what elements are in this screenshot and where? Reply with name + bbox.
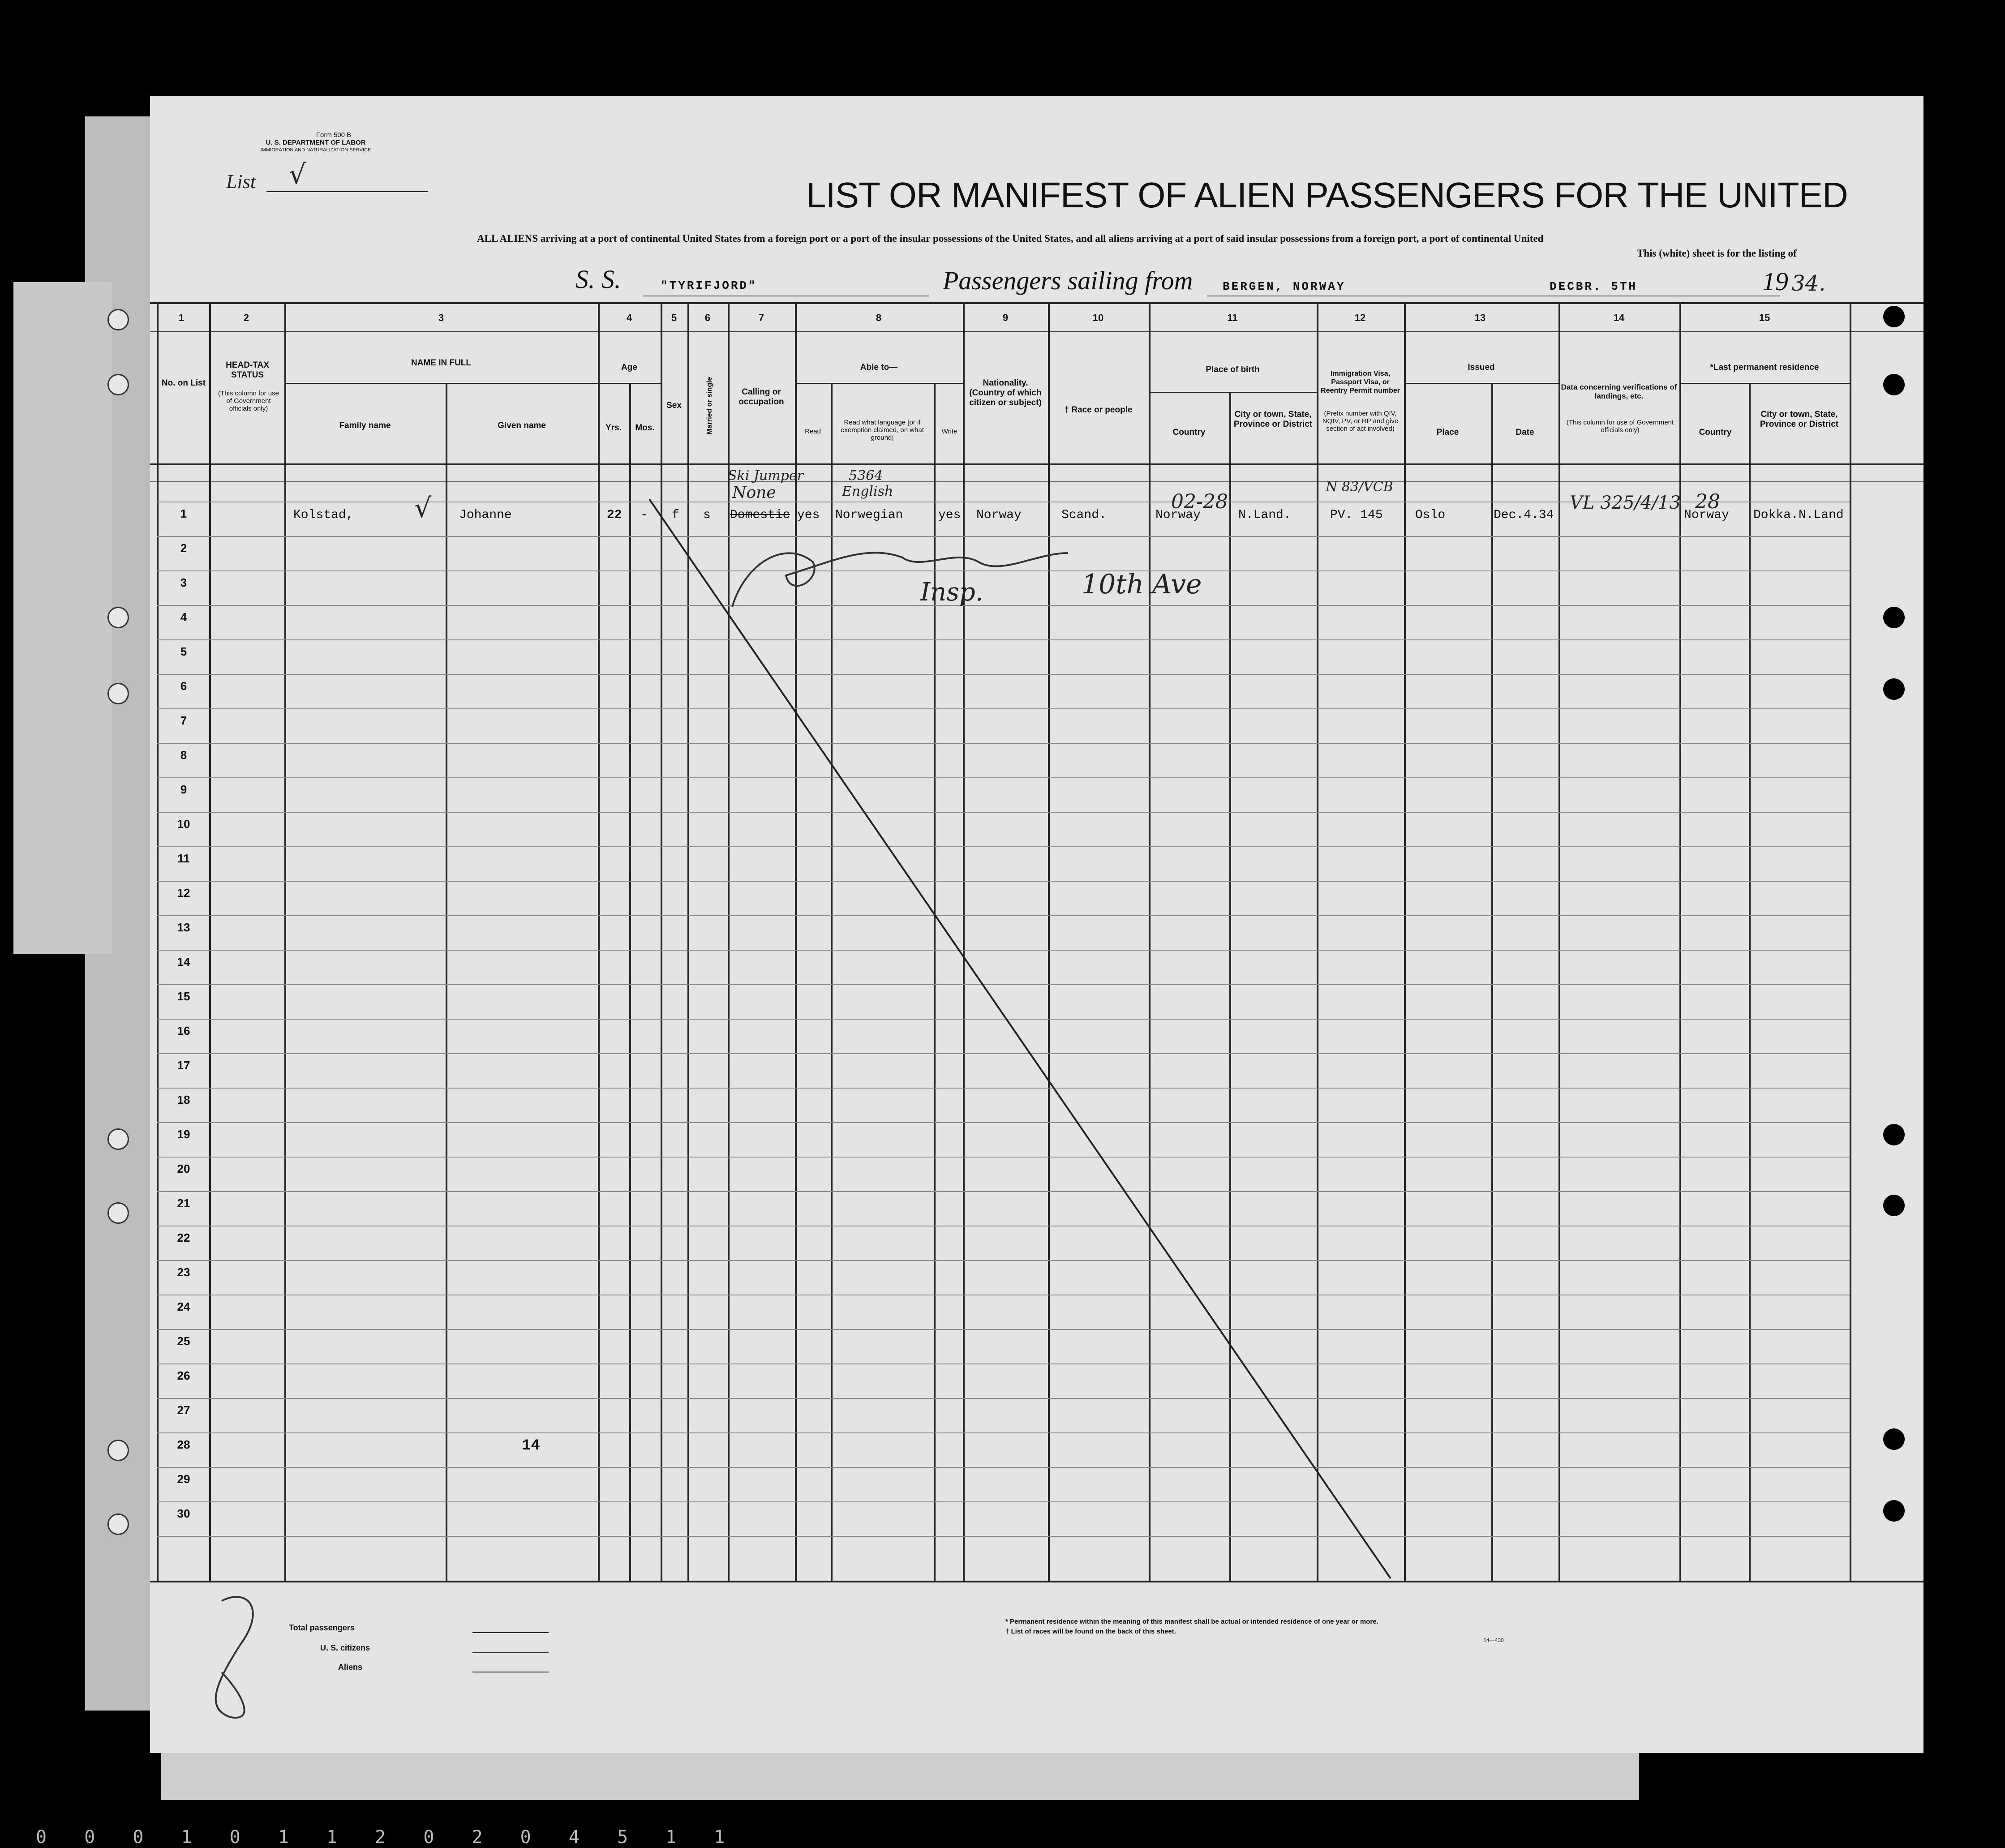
ship-name: "TYRIFJORD" [661, 279, 757, 292]
birth-city: N.Land. [1238, 508, 1291, 522]
row-number: 6 [180, 679, 187, 693]
colnum: 12 [1354, 312, 1366, 323]
hdr-family-name: Family name [339, 421, 391, 430]
hdr-verification-note: (This column for use of Government officials only) [1566, 419, 1674, 434]
row-number: 19 [177, 1128, 190, 1141]
punch-hole [1883, 306, 1905, 327]
punch-hole [107, 309, 129, 330]
total-passengers-label: Total passengers [289, 1623, 355, 1632]
punch-hole [1883, 1195, 1905, 1216]
year-suffix: 34. [1791, 271, 1826, 296]
occupation: Domestic [730, 508, 790, 522]
row-number: 20 [177, 1162, 190, 1175]
hw-check: √ [414, 493, 432, 524]
colnum: 2 [243, 312, 249, 323]
birth-country: Norway [1155, 508, 1201, 522]
row-number: 22 [177, 1231, 190, 1244]
row-number: 29 [177, 1472, 190, 1486]
manifest-title: LIST OR MANIFEST OF ALIEN PASSENGERS FOR THE UNITED [806, 175, 1848, 215]
punch-hole [107, 374, 129, 395]
issue-date: Dec.4.34 [1494, 508, 1554, 522]
year-prefix: 19 [1762, 267, 1788, 296]
signature-scrawl [732, 553, 1068, 607]
row-number: 1 [180, 507, 187, 520]
hw-occupation-none: None [732, 484, 776, 502]
hw-visa-note: N 83/VCB [1326, 479, 1393, 495]
residence-country: Norway [1684, 508, 1729, 522]
can-read: yes [797, 508, 820, 522]
punch-hole [1883, 607, 1905, 628]
hw-res-code: 28 [1695, 490, 1720, 513]
hdr-no-on-list: No. on List [161, 378, 206, 388]
hdr-issue-place: Place [1436, 428, 1459, 437]
port: BERGEN, NORWAY [1223, 280, 1346, 293]
hdr-birth-country: Country [1172, 428, 1206, 437]
age-mos: - [640, 508, 648, 522]
hdr-race: † Race or people [1064, 405, 1133, 415]
hdr-nationality: Nationality. (Country of which citizen or subject) [969, 378, 1042, 407]
form-number: Form 500 B [316, 131, 352, 139]
hdr-write: Write [941, 428, 957, 435]
hw-birth-code: 02-28 [1171, 490, 1228, 513]
hdr-visa: Immigration Visa, Passport Visa, or Reentry Permit number [1321, 370, 1400, 394]
row-number: 5 [180, 645, 187, 658]
row-number: 18 [177, 1093, 190, 1106]
row-number: 3 [180, 576, 187, 589]
issue-place: Oslo [1415, 508, 1446, 522]
colnum: 11 [1227, 312, 1238, 323]
hdr-place-of-birth: Place of birth [1206, 365, 1260, 374]
hdr-issue-date: Date [1516, 428, 1534, 437]
hdr-read: Read [805, 428, 821, 435]
row-number: 12 [177, 886, 190, 900]
colnum: 8 [876, 312, 882, 323]
hw-verification: VL 325/4/13 [1570, 493, 1681, 513]
hdr-issued: Issued [1468, 363, 1495, 372]
hdr-res-city: City or town, State, Province or District [1760, 410, 1839, 429]
hdr-res-country: Country [1699, 428, 1732, 437]
hdr-yrs: Yrs. [605, 423, 622, 433]
row-number: 25 [177, 1334, 190, 1348]
colnum: 7 [758, 312, 764, 323]
race: Scand. [1061, 508, 1107, 522]
row-number: 16 [177, 1024, 190, 1038]
punch-hole [107, 1440, 129, 1461]
punch-hole [1883, 1124, 1905, 1145]
aliens-label: Aliens [338, 1663, 363, 1672]
subtitle-1: ALL ALIENS arriving at a port of continental United States from a foreign port or a port of the insular possessions of the United States, and all aliens arriving at a port of said insular possessions from a foreign port, a port of continental United [477, 233, 1544, 244]
hdr-birth-city: City or town, State, Province or District [1233, 410, 1313, 429]
footnote-2: † List of races will be found on the back of this sheet. [1005, 1628, 1176, 1635]
punch-hole [1883, 374, 1905, 395]
row-number: 26 [177, 1369, 190, 1382]
given-name: Johanne [459, 508, 512, 522]
colnum: 9 [1002, 312, 1009, 323]
sailing-label: Passengers sailing from [943, 266, 1193, 295]
hdr-calling: Calling or occupation [738, 387, 784, 407]
row-number: 2 [180, 541, 187, 555]
cancel-line [649, 499, 1391, 1578]
manifest-sheet [150, 96, 1923, 1753]
hdr-married: Married or single [706, 377, 713, 435]
row-number: 30 [177, 1507, 190, 1520]
hdr-given-name: Given name [498, 421, 546, 430]
hw-inspector: Insp. [920, 578, 983, 607]
row-number: 11 [177, 852, 190, 865]
department: U. S. DEPARTMENT OF LABOR [266, 139, 366, 146]
hdr-mos: Mos. [635, 423, 655, 433]
colnum: 4 [626, 312, 632, 323]
residence-city: Dokka.N.Land [1753, 508, 1844, 522]
list-label: List [226, 171, 256, 193]
row-number: 17 [177, 1059, 190, 1072]
hw-occupation-above: Ski Jumper [728, 468, 803, 484]
punch-hole [1883, 1500, 1905, 1522]
hdr-visa-note: (Prefix number with QIV, NQIV, PV, or RP and give section of act involved) [1322, 410, 1399, 433]
list-value: √ [289, 159, 306, 190]
hdr-age: Age [621, 363, 637, 372]
colnum: 1 [178, 312, 185, 323]
form-code: 14—430 [1483, 1637, 1504, 1643]
hw-signature-note: 10th Ave [1082, 569, 1202, 600]
visa-number: PV. 145 [1330, 508, 1383, 522]
footnote-1: * Permanent residence within the meaning of this manifest shall be actual or intended residence of one year or more. [1005, 1618, 1378, 1625]
us-citizens-label: U. S. citizens [320, 1643, 370, 1652]
can-write: yes [938, 508, 961, 522]
punch-hole [107, 1514, 129, 1535]
row-number: 4 [180, 610, 187, 624]
colnum: 3 [438, 312, 444, 323]
hdr-read-lang: Read what language [or if exemption claimed, on what ground] [841, 419, 924, 442]
read-language: Norwegian [835, 508, 903, 522]
family-name: Kolstad, [293, 508, 354, 522]
hdr-last-residence: *Last permanent residence [1710, 363, 1819, 372]
hdr-verification: Data concerning verifications of landings, etc. [1561, 383, 1677, 400]
film-strip-code: 0 0 0 1 0 1 1 2 0 2 0 4 5 1 1 [36, 1827, 738, 1848]
subtitle-2: This (white) sheet is for the listing of [1637, 248, 1797, 259]
age-yrs: 22 [607, 508, 622, 522]
hw-lang-code: 5364 [849, 468, 883, 484]
total-passengers-line [472, 1632, 549, 1633]
row-number: 21 [177, 1196, 190, 1210]
punch-hole [1883, 1428, 1905, 1450]
sailing-date: DECBR. 5TH [1550, 280, 1638, 293]
cancel-overlay [150, 96, 1923, 1753]
married-single: s [703, 508, 711, 522]
row-number: 8 [180, 748, 187, 762]
service: IMMIGRATION AND NATURALIZATION SERVICE [260, 147, 371, 153]
row-number: 13 [177, 921, 190, 934]
colnum: 5 [671, 312, 677, 323]
colnum: 10 [1092, 312, 1104, 323]
row-number: 14 [177, 955, 190, 969]
row-number: 9 [180, 783, 187, 796]
back-sheet-2 [13, 282, 112, 954]
row-number: 7 [180, 714, 187, 727]
row-number: 27 [177, 1403, 190, 1417]
hw-lang-english: English [842, 484, 893, 499]
hw-tally: 14 [522, 1437, 540, 1454]
punch-hole [1883, 678, 1905, 700]
us-citizens-line [472, 1652, 549, 1653]
row-number: 24 [177, 1300, 190, 1313]
punch-hole [107, 1128, 129, 1150]
row-number: 15 [177, 990, 190, 1003]
punch-hole [107, 607, 129, 628]
hdr-name-in-full: NAME IN FULL [411, 358, 472, 368]
punch-hole [107, 683, 129, 704]
ss-label: S. S. [575, 265, 621, 294]
punch-hole [107, 1202, 129, 1224]
hdr-head-tax-note: (This column for use of Government officials only) [218, 390, 279, 412]
row-number: 28 [177, 1438, 190, 1451]
colnum: 6 [704, 312, 711, 323]
sex: f [672, 508, 679, 522]
colnum: 15 [1759, 312, 1770, 323]
initials-scrawl [216, 1597, 253, 1718]
nationality: Norway [976, 508, 1022, 522]
row-number: 23 [177, 1265, 190, 1279]
colnum: 13 [1474, 312, 1486, 323]
hdr-able-to: Able to— [860, 363, 898, 372]
hdr-head-tax: HEAD-TAX STATUS [226, 360, 269, 380]
row-number: 10 [177, 817, 190, 831]
hdr-sex: Sex [666, 401, 682, 410]
colnum: 14 [1613, 312, 1625, 323]
